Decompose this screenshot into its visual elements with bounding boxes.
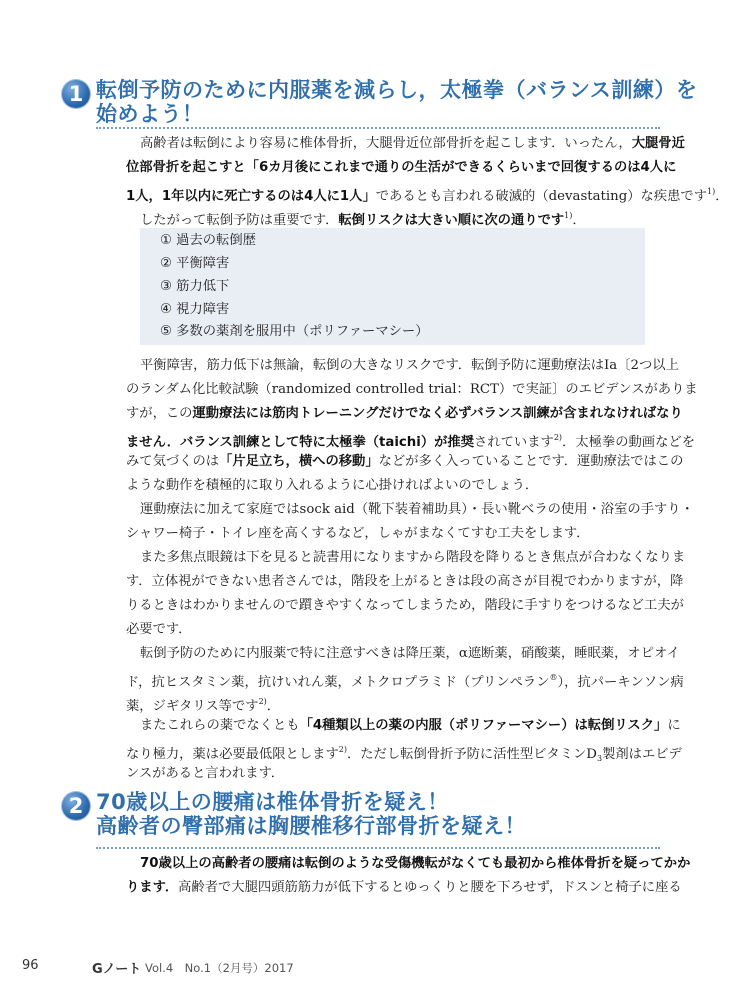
body-text: されています: [474, 435, 554, 450]
section-number-badge: 2: [62, 792, 90, 820]
body-text: 高齢者は転倒により容易に椎体骨折，大腿骨近位部骨折を起こします．いったん，: [140, 136, 632, 151]
body-text: のランダム化比較試験（randomized controlled trial：RCT）で実証〕のエビデンスがありま: [126, 382, 698, 397]
section-title-line: 70歳以上の腰痛は椎体骨折を疑え！: [96, 790, 449, 814]
body-text: 薬，ジギタリス等です: [126, 699, 259, 714]
list-item: ② 平衡障害: [160, 256, 230, 271]
superscript: 1): [564, 211, 573, 220]
text-line: [126, 474, 660, 498]
emphasized-text: 「片足立ち，横への移動」: [219, 454, 379, 469]
emphasized-text: 「4種類以上の薬の内服（ポリファーマシー）は転倒リスク」: [299, 718, 668, 733]
journal-issue: Vol.4 No.1（2月号）2017: [145, 961, 294, 975]
body-text: などが多く入っていることです．運動療法ではこの: [378, 454, 684, 469]
fall-risk-list: [140, 228, 645, 345]
emphasized-text: 運動療法には筋肉トレーニングだけでなく必ずバランス訓練が含まれなければなり: [192, 406, 683, 421]
text-line: [126, 876, 682, 900]
list-item: ④ 視力障害: [160, 302, 230, 317]
emphasized-text: 転倒リスクは大きい順に次の通りです: [338, 213, 565, 228]
body-text: であるとも言われる破滅的（devastating）な疾患です: [375, 189, 707, 204]
text-line: [126, 450, 684, 474]
body-text: ンスがあると言われます．: [126, 766, 285, 781]
text-line: [126, 156, 677, 180]
body-text: 必要です．: [126, 622, 192, 637]
body-text: ），抗パーキンソン病: [557, 675, 684, 690]
section-title: [96, 790, 526, 838]
list-item: ③ 筋力低下: [160, 279, 230, 294]
paragraph-block: [126, 354, 698, 786]
body-text: みて気づくのは: [126, 454, 220, 469]
text-line: [126, 180, 729, 204]
superscript: 2): [553, 433, 563, 442]
body-text: 高齢者で大腿四頭筋筋力が低下するとゆっくりと腰を下ろせず，ドスンと椅子に座る: [178, 880, 682, 895]
text-line: [126, 378, 698, 402]
text-line: [126, 354, 679, 378]
text-line: [126, 852, 691, 876]
text-line: [126, 570, 684, 594]
body-text: ．ただし転倒骨折予防に活性型ビタミンD: [346, 747, 597, 762]
text-line: [126, 594, 684, 618]
body-text: りるときはわかりませんので躓きやすくなってしまうため，階段に手すりをつけるなど工夫が: [126, 598, 684, 613]
section-2-heading: [62, 790, 662, 850]
section-number-badge: 1: [62, 80, 90, 108]
text-line: [126, 666, 684, 690]
body-text: す．立体視ができない患者さんでは，階段を上がるときは段の高さが目視でわかりますが，降: [126, 574, 684, 589]
text-line: [126, 402, 683, 426]
body-text: 平衡障害，筋力低下は無論，転倒の大きなリスクです．転倒予防に運動療法はIa〔2つ以上: [140, 358, 679, 373]
text-line: [126, 204, 660, 228]
body-text: シャワー椅子・トイレ座を高くするなど，しゃがまなくてすむ工夫をします．: [126, 526, 590, 541]
text-line: [126, 426, 695, 450]
text-line: [126, 546, 686, 570]
text-line: [126, 714, 681, 738]
superscript: ®: [549, 673, 558, 682]
body-text: ような動作を積極的に取り入れるように心掛ければよいのでしょう．: [126, 478, 539, 493]
section-title-line: 高齢者の臀部痛は胸腰椎移行部骨折を疑え！: [96, 814, 526, 838]
text-line: [126, 498, 694, 522]
body-text: ．太極拳の動画などを: [562, 435, 695, 450]
paragraph-block: [126, 132, 729, 228]
text-line: [126, 738, 682, 763]
emphasized-text: ません．バランス訓練として特に太極拳（taichi）が推奨: [126, 435, 475, 450]
paragraph-block: [126, 852, 691, 900]
body-text: 転倒予防のために内服薬で特に注意すべきは降圧薬，α遮断薬，硝酸薬，睡眠薬，オピオイ: [140, 646, 680, 661]
text-line: [126, 618, 660, 642]
body-text: すが，この: [126, 406, 193, 421]
emphasized-text: 1人，1年以内に死亡するのは4人に1人」: [126, 189, 376, 204]
section-title-line: 始めよう！: [96, 102, 204, 126]
text-line: [126, 642, 680, 666]
text-line: [126, 762, 660, 786]
superscript: 2): [258, 697, 267, 706]
list-item: ⑤ 多数の薬剤を服用中（ポリファーマシー）: [160, 324, 429, 339]
body-text: ．: [715, 189, 729, 204]
page-number: 96: [22, 958, 39, 973]
body-text: また多焦点眼鏡は下を見ると読書用になりますから階段を降りるとき焦点が合わなくなりま: [140, 550, 686, 565]
body-text: に: [667, 718, 681, 733]
emphasized-text: 大腿骨近: [631, 136, 685, 151]
text-line: [126, 132, 685, 156]
body-text: またこれらの薬でなくとも: [140, 718, 300, 733]
dotted-divider: [96, 847, 660, 849]
body-text: ．: [572, 213, 586, 228]
body-text: したがって転倒予防は重要です．: [140, 213, 339, 228]
text-line: [126, 690, 660, 714]
body-text: ド，抗ヒスタミン薬，抗けいれん薬，メトクロプラミド（プリンペラン: [126, 675, 550, 690]
body-text: 運動療法に加えて家庭ではsock aid（靴下装着補助具）・長い靴ベラの使用・浴室の手すり・: [140, 502, 694, 517]
dotted-divider: [96, 127, 660, 129]
body-text: ．: [266, 699, 281, 714]
body-text: 製剤はエビデ: [602, 747, 682, 762]
text-line: [126, 522, 660, 546]
section-title: [96, 78, 697, 126]
section-1-heading: [62, 78, 698, 130]
section-title-line: 転倒予防のために内服薬を減らし，太極拳（バランス訓練）を: [96, 78, 698, 102]
superscript: 1): [707, 187, 716, 196]
emphasized-text: ります．: [126, 880, 179, 895]
emphasized-text: 70歳以上の高齢者の腰痛は転倒のような受傷機転がなくても最初から椎体骨折を疑ってかか: [140, 856, 691, 871]
list-item: ① 過去の転倒歴: [160, 233, 256, 248]
superscript: 2): [338, 745, 347, 754]
subscript: 3: [596, 754, 603, 763]
body-text: なり極力，薬は必要最低限とします: [126, 747, 339, 762]
emphasized-text: 位部骨折を起こすと「6カ月後にこれまで通りの生活ができるくらいまで回復するのは4人に: [126, 160, 677, 175]
journal-name: Gノート: [92, 962, 142, 977]
